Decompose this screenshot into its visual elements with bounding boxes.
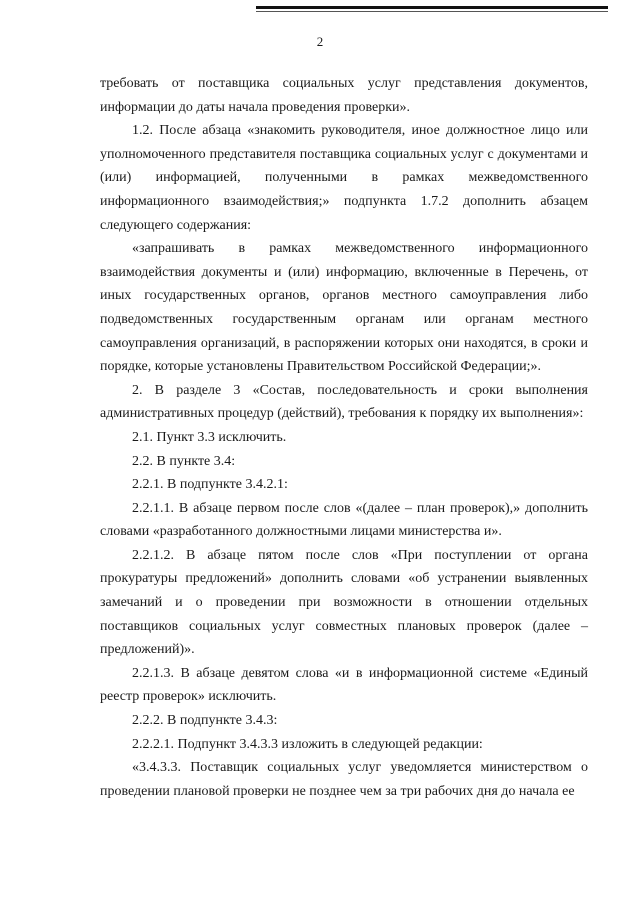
- paragraph-2-2-1: 2.2.1. В подпункте 3.4.2.1:: [132, 477, 288, 493]
- paragraph-2-2-1-2: 2.2.1.2. В абзаце пятом после слов «При поступлении от органа прокуратуры предложений» дополнить словами «об устранении выявленных замечаний и о проведении при возможности в отношении отдельных поставщиков социальных услуг совместных плановых проверок (далее – предложений)».: [100, 547, 588, 658]
- paragraph-1-2: 1.2. После абзаца «знакомить руководителя, иное должностное лицо или уполномоченного представителя поставщика социальных услуг с документами и (или) информацией, полученными в рамках межведомственного информационного взаимодействия;» подпункта 1.7.2 дополнить абзацем следующего содержания:: [100, 123, 588, 233]
- page-number: 2: [316, 34, 324, 49]
- paragraph-quoted-insert: «запрашивать в рамках межведомственного информационного взаимодействия документы и (или) информацию, включенные в Перечень, от иных государственных органов, органов местного самоуправления либо подведомственных государственным органам или органам местного самоуправления организаций, в распоряжении которых они находятся, в сроки и порядке, которые установлены Правительством Российской Федерации;».: [100, 241, 588, 375]
- paragraph-3-4-3-3: «3.4.3.3. Поставщик социальных услуг уведомляется министерством о проведении плановой проверки не позднее чем за три рабочих дня до начала ее: [100, 760, 588, 799]
- header-rule-thin: [256, 11, 608, 12]
- paragraph-2-2: 2.2. В пункте 3.4:: [132, 453, 236, 469]
- paragraph-2-2-1-1: 2.2.1.1. В абзаце первом после слов «(далее – план проверок),» дополнить словами «разработанного должностными лицами министерства и».: [100, 500, 588, 540]
- paragraph-continuation: требовать от поставщика социальных услуг представления документов, информации до даты начала проведения проверки».: [100, 76, 588, 115]
- paragraph-2-2-2-1: 2.2.2.1. Подпункт 3.4.3.3 изложить в следующей редакции:: [132, 736, 483, 752]
- header-rule: [256, 6, 608, 9]
- paragraph-2-2-2: 2.2.2. В подпункте 3.4.3:: [132, 713, 278, 729]
- paragraph-2-1: 2.1. Пункт 3.3 исключить.: [132, 429, 287, 445]
- paragraph-2: 2. В разделе 3 «Состав, последовательность и сроки выполнения административных процедур (действий), требования к порядку их выполнения»:: [100, 382, 588, 422]
- document-body: [100, 72, 588, 803]
- paragraph-2-2-1-3: 2.2.1.3. В абзаце девятом слова «и в информационной системе «Единый реестр проверок» исключить.: [100, 665, 588, 705]
